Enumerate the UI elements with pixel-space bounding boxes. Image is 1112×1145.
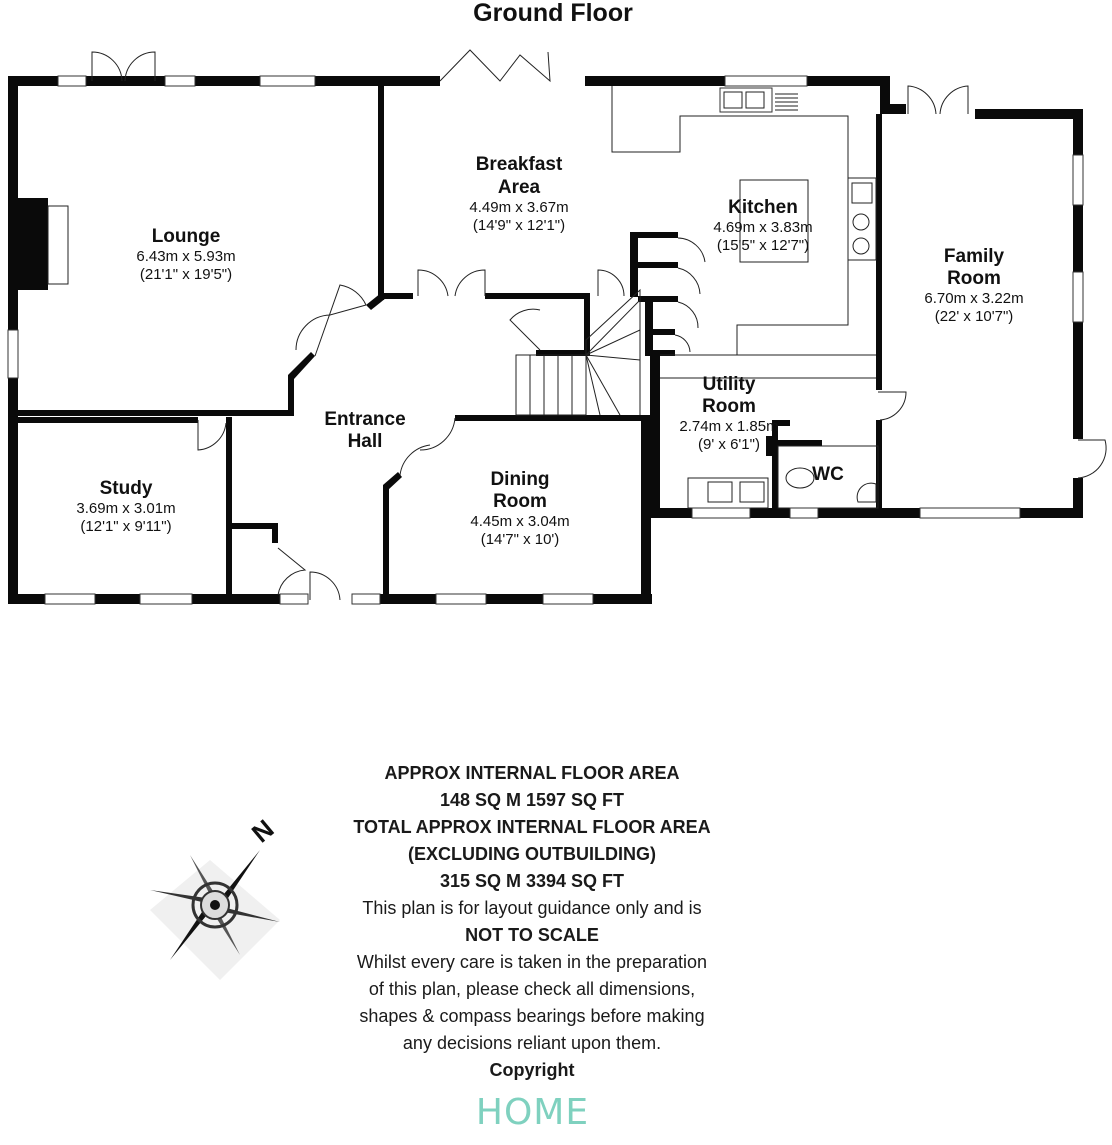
basin-icon <box>857 483 876 502</box>
breakfast-name-2: Area <box>497 177 541 198</box>
kitchen-metric: 4.69m x 3.83m <box>713 219 813 236</box>
breakfast-imperial: (14'9" x 12'1") <box>472 217 566 234</box>
notes-line-8: Whilst every care is taken in the preparation <box>356 952 708 972</box>
study-metric: 3.69m x 3.01m <box>76 500 176 517</box>
entrance-name-2: Hall <box>347 431 383 452</box>
drainer-icon <box>775 94 798 110</box>
study-imperial: (12'1" x 9'11") <box>80 518 172 535</box>
notes-line-4: (EXCLUDING OUTBUILDING) <box>408 844 656 864</box>
lounge-imperial: (21'1" x 19'5") <box>139 266 233 283</box>
toilet-icon <box>786 468 814 488</box>
dining-metric: 4.45m x 3.04m <box>470 513 570 530</box>
utility-name-2: Room <box>702 396 756 417</box>
notes-line-10: shapes & compass bearings before making <box>359 1006 705 1026</box>
family-name-1: Family <box>943 246 1005 267</box>
fireplace <box>18 198 48 290</box>
wc-name: WC <box>812 464 844 485</box>
dining-name-1: Dining <box>490 469 550 490</box>
notes-line-12: Copyright <box>489 1060 575 1080</box>
dining-imperial: (14'7" x 10') <box>480 531 560 548</box>
plan-title: Ground Floor <box>473 0 633 27</box>
utility-name-1: Utility <box>702 374 756 395</box>
kitchen-imperial: (15'5" x 12'7") <box>716 237 810 254</box>
utility-metric: 2.74m x 1.85m <box>679 418 779 435</box>
notes-line-5: 315 SQ M 3394 SQ FT <box>439 871 625 891</box>
study-name: Study <box>99 478 153 499</box>
utility-imperial: (9' x 6'1") <box>698 436 760 453</box>
notes-line-9: of this plan, please check all dimensions, <box>368 979 696 999</box>
notes-line-6: This plan is for layout guidance only and is <box>362 898 702 918</box>
notes-line-1: APPROX INTERNAL FLOOR AREA <box>384 763 680 783</box>
lounge-name: Lounge <box>151 226 221 247</box>
breakfast-name-1: Breakfast <box>475 154 563 175</box>
notes-line-2: 148 SQ M 1597 SQ FT <box>439 790 625 810</box>
floor-area-notes <box>282 760 782 1084</box>
compass-rose-icon <box>130 810 300 1000</box>
notes-line-11: any decisions reliant upon them. <box>402 1033 662 1053</box>
breakfast-metric: 4.49m x 3.67m <box>469 199 569 216</box>
kitchen-name: Kitchen <box>728 197 798 218</box>
family-metric: 6.70m x 3.22m <box>924 290 1024 307</box>
notes-line-7: NOT TO SCALE <box>465 925 599 945</box>
family-name-2: Room <box>947 268 1001 289</box>
entrance-name-1: Entrance <box>324 409 406 430</box>
dining-name-2: Room <box>493 491 547 512</box>
notes-line-3: TOTAL APPROX INTERNAL FLOOR AREA <box>353 817 711 837</box>
family-imperial: (22' x 10'7") <box>934 308 1014 325</box>
lounge-metric: 6.43m x 5.93m <box>136 248 236 265</box>
compass-north-label: N <box>245 813 280 849</box>
home-logo: HOME <box>475 1092 590 1133</box>
